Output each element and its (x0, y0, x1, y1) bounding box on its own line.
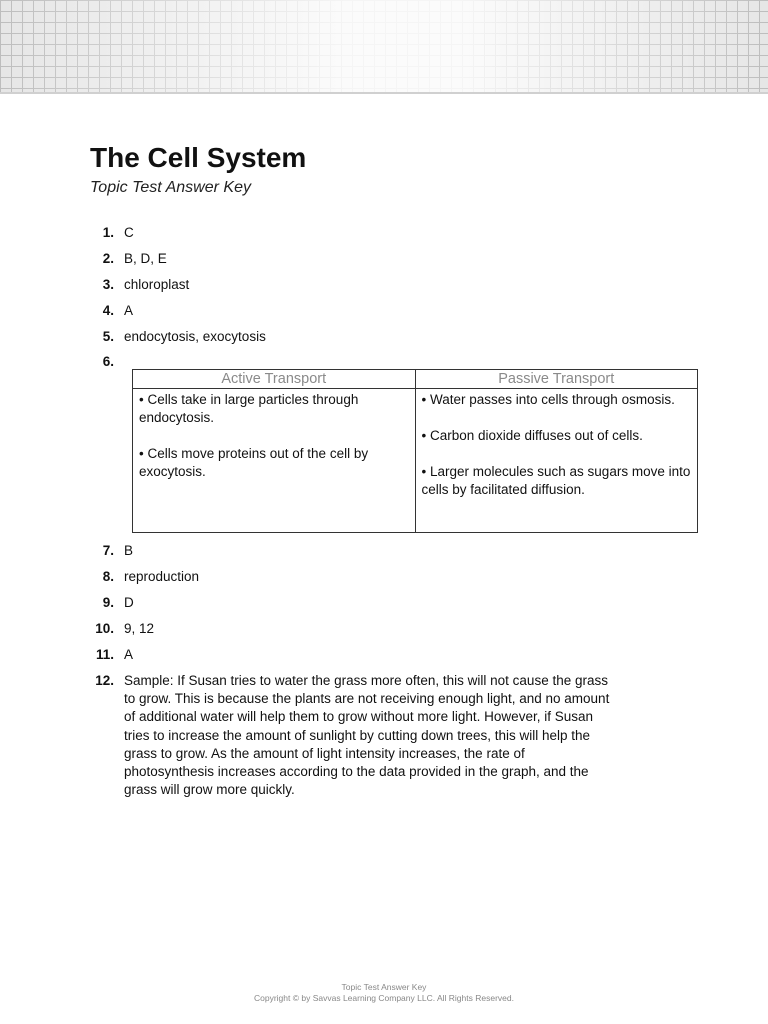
answer-text: Sample: If Susan tries to water the grass more often, this will not cause the grass to grow. This is because the plants are not receiving enough light, and no amount of additional water will help them to grow without more light. However, if Susan tries to increase the amount of sunlight by cutting down trees, this will help the grass to grow. As the amount of light intensity increases, the rate of photosynthesis increases according to the data provided in the graph, and the grass will grow more quickly. (124, 673, 610, 798)
page-subtitle: Topic Test Answer Key (90, 179, 251, 196)
answer-text: A (124, 647, 134, 662)
answer-number: 2. (102, 251, 114, 266)
header-banner (0, 0, 768, 94)
answer-text: endocytosis, exocytosis (124, 329, 266, 344)
answer-number: 1. (102, 225, 114, 240)
banner-divider (0, 92, 768, 94)
answer-text: reproduction (124, 569, 200, 584)
active-transport-header: Active Transport (133, 370, 416, 389)
answer-number: 10. (95, 621, 114, 636)
list-item: • Cells move proteins out of the cell by exocytosis. (139, 446, 369, 479)
table-row (133, 389, 698, 533)
answer-number: 4. (102, 303, 114, 318)
transport-table (132, 369, 698, 533)
passive-transport-cell (415, 389, 698, 533)
list-item: • Larger molecules such as sugars move into cells by facilitated diffusion. (421, 464, 691, 497)
answer-text: B (124, 543, 134, 558)
answer-number: 6. (102, 354, 114, 369)
footer-title: Topic Test Answer Key (341, 982, 427, 992)
active-transport-cell (133, 389, 416, 533)
page-title: The Cell System (90, 142, 307, 173)
list-item: • Water passes into cells through osmosis. (421, 392, 675, 407)
list-item: • Carbon dioxide diffuses out of cells. (421, 428, 643, 443)
answer-number: 12. (95, 673, 114, 688)
answer-text: A (124, 303, 134, 318)
answer-number: 7. (102, 543, 114, 558)
footer-copyright: Copyright © by Savvas Learning Company LLC. All Rights Reserved. (254, 993, 514, 1003)
answer-text: chloroplast (124, 277, 190, 292)
answer-number: 8. (102, 569, 114, 584)
answer-text: D (124, 595, 134, 610)
answer-number: 5. (102, 329, 114, 344)
answer-number: 3. (102, 277, 114, 292)
answer-text: C (124, 225, 134, 240)
answer-text: 9, 12 (124, 621, 155, 636)
answer-text: B, D, E (124, 251, 167, 266)
answer-number: 9. (102, 595, 114, 610)
list-item: • Cells take in large particles through endocytosis. (139, 392, 359, 425)
answer-number: 11. (95, 647, 114, 662)
passive-transport-header: Passive Transport (415, 370, 698, 389)
table-header-row (133, 370, 698, 389)
